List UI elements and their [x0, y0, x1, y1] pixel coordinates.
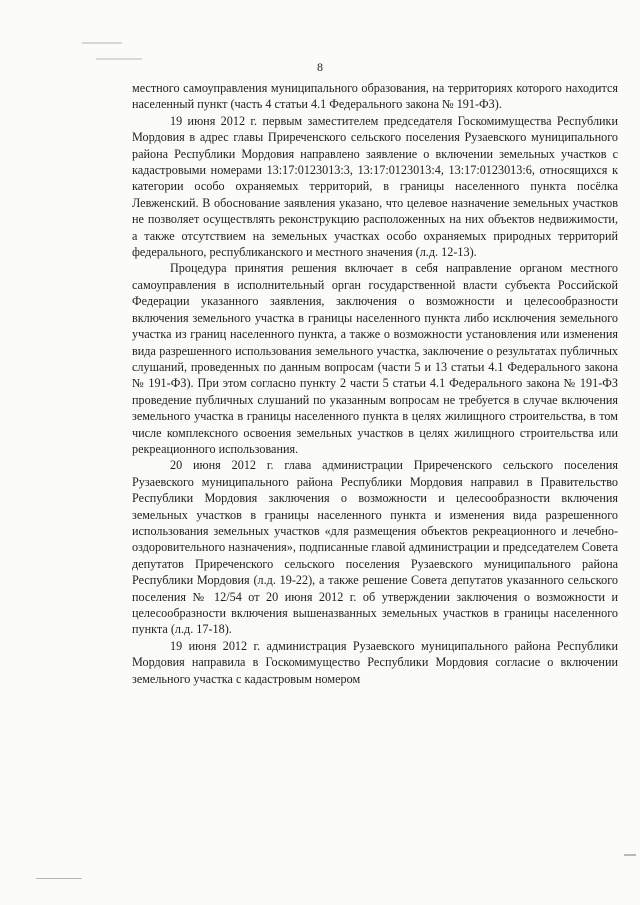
- scan-mark-bottom-left: [36, 878, 82, 879]
- paragraph-4: 20 июня 2012 г. глава администрации Приреченского сельского поселения Рузаевского муниципального района Республики Мордовия направил в Правительство Республики Мордовия заключения о возможности и целесообразности включения земельных участков в границы населенного пункта и изменения вида разрешенного использования земельных участков «для размещения объектов рекреационного и лечебно-оздоровительного назначения», подписанные главой администрации и председателем Совета депутатов Приреченского сельского поселения Рузаевского муниципального района Республики Мордовия (л.д. 19-22), а также решение Совета депутатов указанного сельского поселения № 12/54 от 20 июня 2012 г. об утверждении заключения о возможности и целесообразности включения вышеназванных земельных участков в границы населенного пункта (л.д. 17-18).: [132, 458, 618, 637]
- scan-mark-right: [624, 854, 636, 856]
- paragraph-2: 19 июня 2012 г. первым заместителем председателя Госкомимущества Республики Мордовия в адрес главы Приреченского сельского поселения Рузаевского муниципального района Республики Мордовия направлено заявление о включении земельных участков с кадастровыми номерами 13:17:0123013:3, 13:17:0123013:4, 13:17:0123013:6, относящихся к категории особо охраняемых территорий, в границы населенного пункта посёлка Левженский. В обоснование заявления указано, что целевое назначение земельных участков не позволяет осуществлять реконструкцию расположенных на них объектов недвижимости, а также отсутствием на земельных участках особо охраняемых природных территорий федерального, республиканского и местного значения (л.д. 12-13).: [132, 113, 618, 260]
- page-number: 8: [317, 60, 323, 74]
- scan-mark-top-left: [82, 42, 122, 44]
- paragraph-3: Процедура принятия решения включает в себя направление органом местного самоуправления в исполнительный орган государственной власти субъекта Российской Федерации указанного заявления, заключения о возможности и целесообразности включения земельного участка в границы населенного пункта либо исключения земельного участка из границ населенного пункта, а также о возможности установления или изменения вида разрешенного использования земельного участка, заключение о результатах публичных слушаний, проведенных по данным вопросам (части 5 и 13 статьи 4.1 Федерального закона № 191-ФЗ). При этом согласно пункту 2 части 5 статьи 4.1 Федерального закона № 191-ФЗ проведение публичных слушаний по указанным вопросам не требуется в случае включения земельного участка в границы населенного пункта в целях жилищного строительства, в том числе комплексного освоения земельных участков в целях жилищного строительства или рекреационного использования.: [132, 261, 618, 456]
- document-body: [132, 80, 618, 687]
- paragraph-1: местного самоуправления муниципального образования, на территориях которого находится населенный пункт (часть 4 статьи 4.1 Федерального закона № 191-ФЗ).: [132, 81, 618, 112]
- paragraph-5: 19 июня 2012 г. администрация Рузаевского муниципального района Республики Мордовия направила в Госкомимущество Республики Мордовия согласие о включении земельного участка с кадастровым номером: [132, 638, 618, 686]
